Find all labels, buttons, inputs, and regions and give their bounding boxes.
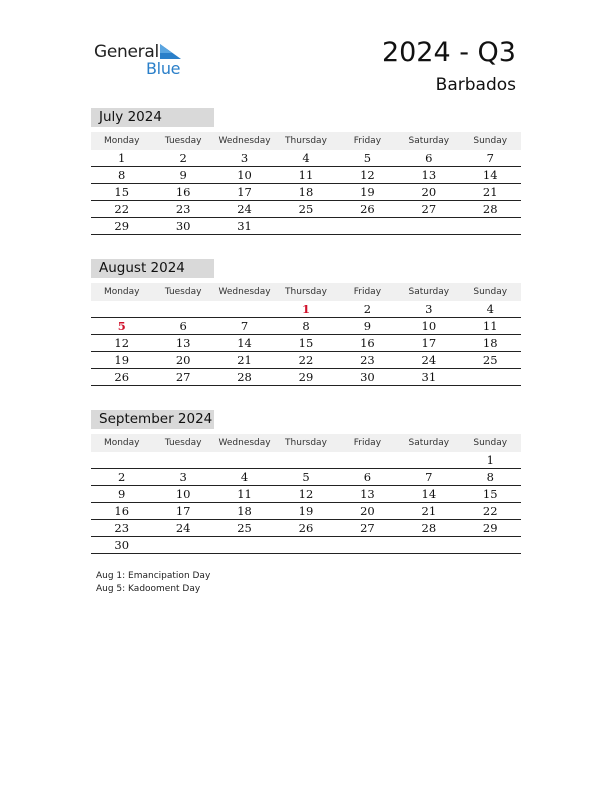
day-cell bbox=[152, 452, 213, 468]
day-cell: 29 bbox=[482, 521, 498, 535]
day-cell bbox=[275, 452, 336, 468]
logo-text-blue: Blue bbox=[146, 59, 181, 78]
day-cell bbox=[91, 452, 152, 468]
week-row bbox=[91, 167, 521, 184]
day-cell: 17 bbox=[237, 185, 252, 199]
week-row bbox=[91, 503, 521, 520]
day-cell: 16 bbox=[360, 336, 375, 350]
day-cell: 15 bbox=[298, 336, 314, 350]
weekday-header bbox=[91, 434, 521, 452]
day-cell: 11 bbox=[237, 487, 252, 501]
day-cell: 9 bbox=[363, 319, 372, 333]
day-cell: 30 bbox=[175, 219, 191, 233]
day-cell: 18 bbox=[298, 185, 314, 199]
week-row bbox=[91, 335, 521, 352]
day-cell bbox=[91, 301, 152, 317]
day-cell: 14 bbox=[482, 168, 498, 182]
weekday-label: Sunday bbox=[473, 287, 508, 297]
weekday-label: Saturday bbox=[408, 136, 450, 146]
day-cell: 14 bbox=[237, 336, 252, 350]
day-cell: 25 bbox=[237, 521, 252, 535]
day-cell: 22 bbox=[298, 353, 314, 367]
day-cell: 4 bbox=[486, 302, 494, 316]
day-cell: 15 bbox=[482, 487, 498, 501]
day-cell: 23 bbox=[175, 202, 191, 216]
weekday-label: Friday bbox=[353, 438, 382, 448]
day-cell: 8 bbox=[118, 168, 126, 182]
day-cell: 28 bbox=[237, 370, 252, 384]
weekday-header bbox=[91, 132, 521, 150]
day-cell: 21 bbox=[421, 504, 437, 518]
day-cell: 20 bbox=[421, 185, 437, 199]
day-cell: 28 bbox=[482, 202, 498, 216]
day-cell: 1 bbox=[301, 302, 310, 316]
day-cell: 24 bbox=[175, 521, 191, 535]
day-cell: 21 bbox=[237, 353, 252, 367]
day-cell: 27 bbox=[360, 521, 375, 535]
day-cell bbox=[460, 369, 521, 385]
day-cell bbox=[460, 537, 521, 553]
day-cell: 7 bbox=[240, 319, 249, 333]
weekday-label: Wednesday bbox=[218, 287, 271, 297]
day-cell: 26 bbox=[298, 521, 314, 535]
week-row bbox=[91, 369, 521, 386]
day-cell bbox=[398, 452, 459, 468]
day-cell: 8 bbox=[302, 319, 310, 333]
weekday-header bbox=[91, 283, 521, 301]
weekday-label: Sunday bbox=[473, 136, 508, 146]
month-grid bbox=[91, 150, 521, 235]
day-cell bbox=[337, 452, 398, 468]
holiday-notes bbox=[96, 570, 210, 596]
week-row bbox=[91, 486, 521, 503]
day-cell: 4 bbox=[240, 470, 249, 484]
day-cell: 30 bbox=[114, 538, 130, 552]
day-cell: 10 bbox=[237, 168, 252, 182]
day-cell: 11 bbox=[482, 319, 498, 333]
day-cell: 7 bbox=[425, 470, 433, 484]
day-cell: 21 bbox=[482, 185, 498, 199]
day-cell: 23 bbox=[114, 521, 130, 535]
day-cell: 25 bbox=[482, 353, 498, 367]
month-august bbox=[91, 259, 521, 386]
day-cell: 24 bbox=[421, 353, 437, 367]
day-cell: 28 bbox=[421, 521, 437, 535]
day-cell: 26 bbox=[114, 370, 130, 384]
day-cell: 3 bbox=[240, 151, 249, 165]
weekday-label: Monday bbox=[103, 287, 140, 297]
logo-text-general: General bbox=[94, 42, 159, 62]
day-cell: 19 bbox=[298, 504, 314, 518]
holiday-note: Aug 5: Kadooment Day bbox=[96, 584, 201, 594]
day-cell: 1 bbox=[118, 151, 126, 165]
day-cell bbox=[214, 301, 275, 317]
week-row bbox=[91, 184, 521, 201]
day-cell: 12 bbox=[114, 336, 130, 350]
day-cell: 24 bbox=[237, 202, 252, 216]
day-cell: 6 bbox=[179, 319, 187, 333]
week-row bbox=[91, 201, 521, 218]
day-cell: 13 bbox=[175, 336, 191, 350]
weekday-label: Tuesday bbox=[164, 287, 202, 297]
day-cell: 18 bbox=[237, 504, 252, 518]
week-row bbox=[91, 469, 521, 486]
day-cell bbox=[275, 537, 336, 553]
month-title: September 2024 bbox=[91, 410, 214, 429]
day-cell: 22 bbox=[482, 504, 498, 518]
day-cell: 17 bbox=[175, 504, 191, 518]
day-cell bbox=[275, 218, 336, 234]
day-cell: 4 bbox=[302, 151, 310, 165]
day-cell: 16 bbox=[114, 504, 130, 518]
weekday-label: Tuesday bbox=[164, 136, 202, 146]
day-cell: 27 bbox=[175, 370, 191, 384]
week-row bbox=[91, 452, 521, 469]
day-cell bbox=[152, 537, 213, 553]
day-cell bbox=[337, 537, 398, 553]
day-cell: 11 bbox=[298, 168, 314, 182]
day-cell: 23 bbox=[360, 353, 375, 367]
day-cell: 15 bbox=[114, 185, 130, 199]
day-cell bbox=[398, 218, 459, 234]
day-cell: 6 bbox=[363, 470, 372, 484]
day-cell: 5 bbox=[363, 151, 372, 165]
week-row bbox=[91, 150, 521, 167]
day-cell: 19 bbox=[114, 353, 130, 367]
day-cell: 29 bbox=[298, 370, 314, 384]
day-cell: 3 bbox=[179, 470, 187, 484]
week-row bbox=[91, 520, 521, 537]
day-cell: 13 bbox=[360, 487, 375, 501]
month-grid bbox=[91, 301, 521, 386]
month-grid bbox=[91, 452, 521, 554]
weekday-label: Thursday bbox=[285, 287, 327, 297]
weekday-label: Tuesday bbox=[164, 438, 202, 448]
day-cell: 2 bbox=[363, 302, 372, 316]
day-cell: 9 bbox=[118, 487, 126, 501]
day-cell: 31 bbox=[237, 219, 252, 233]
weekday-label: Wednesday bbox=[218, 438, 271, 448]
weekday-label: Thursday bbox=[285, 438, 327, 448]
day-cell: 20 bbox=[175, 353, 191, 367]
day-cell: 3 bbox=[425, 302, 433, 316]
week-row bbox=[91, 318, 521, 335]
day-cell: 14 bbox=[421, 487, 437, 501]
day-cell: 2 bbox=[179, 151, 187, 165]
weekday-label: Saturday bbox=[408, 287, 450, 297]
day-cell: 10 bbox=[421, 319, 437, 333]
day-cell bbox=[152, 301, 213, 317]
weekday-label: Friday bbox=[353, 287, 382, 297]
day-cell bbox=[398, 537, 459, 553]
weekday-label: Sunday bbox=[473, 438, 508, 448]
weekday-label: Monday bbox=[103, 136, 140, 146]
day-cell: 6 bbox=[425, 151, 433, 165]
weekday-label: Saturday bbox=[408, 438, 450, 448]
day-cell: 30 bbox=[360, 370, 375, 384]
weekday-label: Thursday bbox=[285, 136, 327, 146]
generalblue-logo bbox=[94, 40, 194, 80]
week-row bbox=[91, 301, 521, 318]
day-cell bbox=[460, 218, 521, 234]
day-cell: 13 bbox=[421, 168, 437, 182]
weekday-label: Friday bbox=[353, 136, 382, 146]
day-cell: 27 bbox=[421, 202, 437, 216]
day-cell: 25 bbox=[298, 202, 314, 216]
day-cell: 18 bbox=[482, 336, 498, 350]
week-row bbox=[91, 218, 521, 235]
day-cell: 5 bbox=[302, 470, 310, 484]
month-july bbox=[91, 108, 521, 235]
day-cell: 26 bbox=[360, 202, 375, 216]
month-september bbox=[91, 410, 521, 554]
day-cell: 9 bbox=[179, 168, 187, 182]
day-cell: 5 bbox=[117, 319, 126, 333]
holiday-note: Aug 1: Emancipation Day bbox=[96, 571, 211, 581]
week-row bbox=[91, 352, 521, 369]
weekday-label: Wednesday bbox=[218, 136, 271, 146]
day-cell bbox=[337, 218, 398, 234]
day-cell: 29 bbox=[114, 219, 130, 233]
day-cell bbox=[214, 452, 275, 468]
day-cell: 12 bbox=[360, 168, 375, 182]
page-title: 2024 - Q3 bbox=[381, 37, 516, 68]
day-cell: 1 bbox=[486, 453, 494, 467]
weekday-label: Monday bbox=[103, 438, 140, 448]
month-title: July 2024 bbox=[91, 108, 214, 127]
day-cell: 17 bbox=[421, 336, 437, 350]
day-cell: 16 bbox=[175, 185, 191, 199]
day-cell: 8 bbox=[486, 470, 494, 484]
day-cell: 10 bbox=[175, 487, 191, 501]
day-cell: 2 bbox=[118, 470, 126, 484]
logo-triangle-icon bbox=[160, 44, 182, 60]
day-cell: 22 bbox=[114, 202, 130, 216]
day-cell: 20 bbox=[360, 504, 375, 518]
week-row bbox=[91, 537, 521, 554]
day-cell bbox=[214, 537, 275, 553]
month-title: August 2024 bbox=[91, 259, 214, 278]
day-cell: 7 bbox=[486, 151, 494, 165]
day-cell: 12 bbox=[298, 487, 314, 501]
country-name: Barbados bbox=[435, 75, 516, 95]
day-cell: 31 bbox=[421, 370, 437, 384]
day-cell: 19 bbox=[360, 185, 375, 199]
